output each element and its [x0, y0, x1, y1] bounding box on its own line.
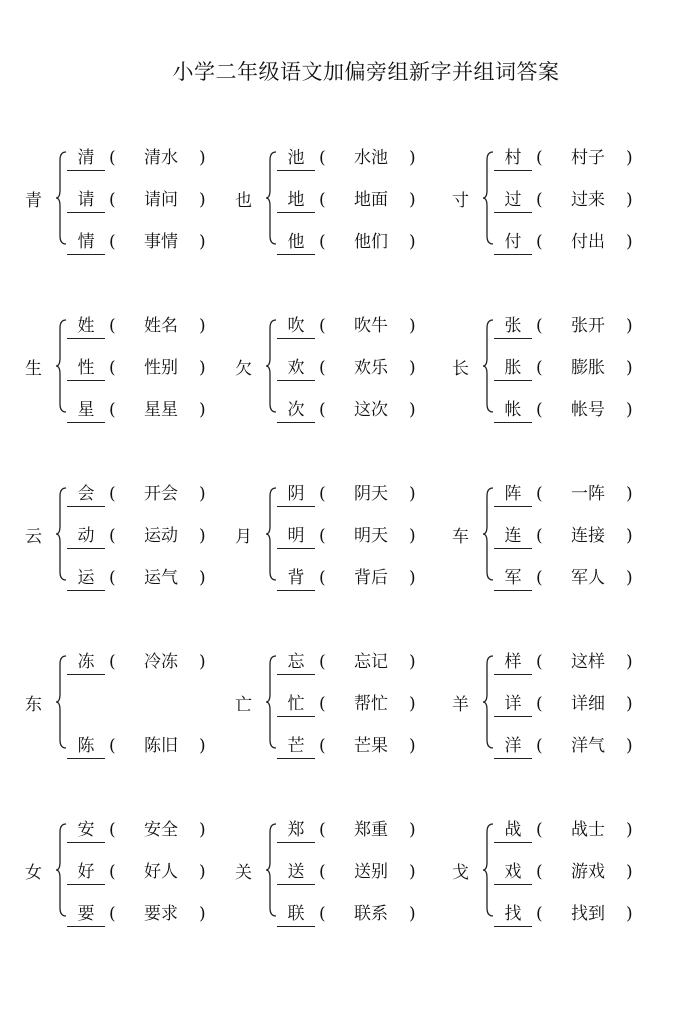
right-paren: ) — [409, 484, 416, 504]
compound-word: 连接 — [571, 526, 605, 546]
left-paren: ( — [536, 484, 543, 504]
right-paren: ) — [409, 568, 416, 588]
compound-word: 详细 — [571, 694, 605, 714]
word-row — [65, 188, 245, 212]
compound-word: 背后 — [354, 568, 388, 588]
word-row — [275, 146, 455, 170]
word-row — [275, 356, 455, 380]
radical-root: 青 — [25, 191, 42, 211]
word-row — [65, 398, 245, 422]
word-row — [492, 566, 672, 590]
new-character: 陈 — [67, 734, 105, 759]
right-paren: ) — [409, 316, 416, 336]
new-character: 冻 — [67, 650, 105, 675]
compound-word: 安全 — [144, 820, 178, 840]
radical-group — [25, 482, 245, 586]
left-paren: ( — [109, 232, 116, 252]
left-paren: ( — [536, 526, 543, 546]
word-row — [492, 650, 672, 674]
radical-group — [235, 314, 455, 418]
radical-group — [235, 650, 455, 754]
word-row — [492, 356, 672, 380]
word-row — [275, 860, 455, 884]
left-paren: ( — [109, 862, 116, 882]
left-paren: ( — [319, 358, 326, 378]
left-paren: ( — [319, 862, 326, 882]
compound-word: 好人 — [144, 862, 178, 882]
compound-word: 性别 — [144, 358, 178, 378]
compound-word: 冷冻 — [144, 652, 178, 672]
new-character: 送 — [277, 860, 315, 885]
radical-root: 也 — [235, 191, 252, 211]
word-row — [492, 188, 672, 212]
radical-root: 生 — [25, 359, 42, 379]
right-paren: ) — [626, 736, 633, 756]
radical-group — [452, 482, 672, 586]
new-character: 洋 — [494, 734, 532, 759]
new-character: 吹 — [277, 314, 315, 339]
radical-root: 东 — [25, 695, 42, 715]
word-row — [65, 230, 245, 254]
right-paren: ) — [199, 652, 206, 672]
right-paren: ) — [409, 736, 416, 756]
new-character: 军 — [494, 566, 532, 591]
compound-word: 请问 — [144, 190, 178, 210]
left-paren: ( — [536, 694, 543, 714]
word-row — [65, 734, 245, 758]
left-paren: ( — [319, 694, 326, 714]
new-character: 村 — [494, 146, 532, 171]
radical-group — [25, 818, 245, 922]
word-row — [492, 734, 672, 758]
page-title: 小学二年级语文加偏旁组新字并组词答案 — [172, 60, 560, 84]
compound-word: 芒果 — [354, 736, 388, 756]
left-paren: ( — [109, 358, 116, 378]
right-paren: ) — [409, 148, 416, 168]
right-paren: ) — [199, 526, 206, 546]
word-row — [492, 692, 672, 716]
left-paren: ( — [319, 148, 326, 168]
left-paren: ( — [109, 526, 116, 546]
word-row — [492, 314, 672, 338]
word-row — [492, 146, 672, 170]
word-row — [65, 314, 245, 338]
new-character: 样 — [494, 650, 532, 675]
compound-word: 过来 — [571, 190, 605, 210]
word-row — [492, 398, 672, 422]
compound-word: 付出 — [571, 232, 605, 252]
right-paren: ) — [626, 652, 633, 672]
right-paren: ) — [626, 148, 633, 168]
left-paren: ( — [536, 862, 543, 882]
right-paren: ) — [626, 526, 633, 546]
word-row — [65, 902, 245, 926]
left-paren: ( — [109, 820, 116, 840]
right-paren: ) — [199, 904, 206, 924]
compound-word: 吹牛 — [354, 316, 388, 336]
left-paren: ( — [536, 232, 543, 252]
left-paren: ( — [319, 736, 326, 756]
right-paren: ) — [626, 862, 633, 882]
word-row — [275, 692, 455, 716]
compound-word: 郑重 — [354, 820, 388, 840]
compound-word: 帐号 — [571, 400, 605, 420]
right-paren: ) — [626, 694, 633, 714]
new-character: 帐 — [494, 398, 532, 423]
word-row — [65, 860, 245, 884]
new-character: 阵 — [494, 482, 532, 507]
compound-word: 事情 — [144, 232, 178, 252]
radical-group — [235, 482, 455, 586]
left-paren: ( — [536, 316, 543, 336]
right-paren: ) — [626, 904, 633, 924]
compound-word: 送别 — [354, 862, 388, 882]
radical-group — [452, 146, 672, 250]
compound-word: 军人 — [571, 568, 605, 588]
word-row — [492, 860, 672, 884]
radical-group — [235, 146, 455, 250]
new-character: 芒 — [277, 734, 315, 759]
new-character: 池 — [277, 146, 315, 171]
new-character: 忘 — [277, 650, 315, 675]
left-paren: ( — [536, 904, 543, 924]
radical-root: 戈 — [452, 863, 469, 883]
new-character: 情 — [67, 230, 105, 255]
new-character: 姓 — [67, 314, 105, 339]
compound-word: 联系 — [354, 904, 388, 924]
new-character: 张 — [494, 314, 532, 339]
compound-word: 开会 — [144, 484, 178, 504]
new-character: 郑 — [277, 818, 315, 843]
word-row — [65, 650, 245, 674]
left-paren: ( — [319, 652, 326, 672]
new-character: 详 — [494, 692, 532, 717]
left-paren: ( — [109, 316, 116, 336]
new-character: 安 — [67, 818, 105, 843]
right-paren: ) — [409, 232, 416, 252]
radical-root: 长 — [452, 359, 469, 379]
radical-root: 云 — [25, 527, 42, 547]
new-character: 欢 — [277, 356, 315, 381]
right-paren: ) — [199, 148, 206, 168]
right-paren: ) — [409, 904, 416, 924]
compound-word: 清水 — [144, 148, 178, 168]
right-paren: ) — [409, 526, 416, 546]
new-character: 背 — [277, 566, 315, 591]
left-paren: ( — [319, 190, 326, 210]
new-character: 忙 — [277, 692, 315, 717]
compound-word: 找到 — [571, 904, 605, 924]
radical-root: 欠 — [235, 359, 252, 379]
right-paren: ) — [199, 484, 206, 504]
right-paren: ) — [199, 736, 206, 756]
compound-word: 忘记 — [354, 652, 388, 672]
new-character: 阴 — [277, 482, 315, 507]
left-paren: ( — [109, 568, 116, 588]
left-paren: ( — [319, 820, 326, 840]
new-character: 他 — [277, 230, 315, 255]
word-row — [275, 398, 455, 422]
radical-group — [452, 818, 672, 922]
left-paren: ( — [319, 526, 326, 546]
left-paren: ( — [319, 904, 326, 924]
right-paren: ) — [626, 484, 633, 504]
right-paren: ) — [409, 358, 416, 378]
new-character: 次 — [277, 398, 315, 423]
word-row — [275, 188, 455, 212]
right-paren: ) — [409, 652, 416, 672]
left-paren: ( — [319, 568, 326, 588]
right-paren: ) — [409, 694, 416, 714]
word-row — [65, 146, 245, 170]
radical-group — [25, 146, 245, 250]
left-paren: ( — [109, 904, 116, 924]
word-row — [275, 482, 455, 506]
right-paren: ) — [199, 820, 206, 840]
compound-word: 星星 — [144, 400, 178, 420]
word-row — [65, 482, 245, 506]
left-paren: ( — [536, 820, 543, 840]
left-paren: ( — [109, 190, 116, 210]
right-paren: ) — [626, 316, 633, 336]
word-row — [492, 902, 672, 926]
word-row — [275, 230, 455, 254]
compound-word: 游戏 — [571, 862, 605, 882]
word-row — [65, 818, 245, 842]
left-paren: ( — [536, 568, 543, 588]
word-row — [275, 734, 455, 758]
right-paren: ) — [199, 400, 206, 420]
left-paren: ( — [109, 148, 116, 168]
compound-word: 水池 — [354, 148, 388, 168]
word-row — [275, 902, 455, 926]
compound-word: 他们 — [354, 232, 388, 252]
new-character: 战 — [494, 818, 532, 843]
word-row — [275, 818, 455, 842]
word-row — [492, 230, 672, 254]
radical-root: 车 — [452, 527, 469, 547]
new-character: 连 — [494, 524, 532, 549]
compound-word: 运动 — [144, 526, 178, 546]
radical-group — [25, 650, 245, 754]
word-row — [492, 524, 672, 548]
compound-word: 陈旧 — [144, 736, 178, 756]
word-row — [492, 818, 672, 842]
left-paren: ( — [319, 400, 326, 420]
radical-group — [235, 818, 455, 922]
radical-group — [25, 314, 245, 418]
compound-word: 这样 — [571, 652, 605, 672]
right-paren: ) — [409, 400, 416, 420]
radical-root: 亡 — [235, 695, 252, 715]
right-paren: ) — [409, 820, 416, 840]
right-paren: ) — [199, 862, 206, 882]
new-character: 清 — [67, 146, 105, 171]
left-paren: ( — [536, 148, 543, 168]
compound-word: 明天 — [354, 526, 388, 546]
new-character: 运 — [67, 566, 105, 591]
right-paren: ) — [199, 190, 206, 210]
left-paren: ( — [109, 652, 116, 672]
compound-word: 运气 — [144, 568, 178, 588]
left-paren: ( — [536, 736, 543, 756]
right-paren: ) — [199, 568, 206, 588]
new-character: 过 — [494, 188, 532, 213]
radical-group — [452, 650, 672, 754]
word-row — [275, 314, 455, 338]
left-paren: ( — [536, 190, 543, 210]
right-paren: ) — [199, 358, 206, 378]
right-paren: ) — [626, 358, 633, 378]
compound-word: 阴天 — [354, 484, 388, 504]
word-row — [492, 482, 672, 506]
left-paren: ( — [109, 484, 116, 504]
compound-word: 这次 — [354, 400, 388, 420]
radical-root: 羊 — [452, 695, 469, 715]
compound-word: 张开 — [571, 316, 605, 336]
word-row — [65, 356, 245, 380]
new-character: 星 — [67, 398, 105, 423]
right-paren: ) — [626, 232, 633, 252]
left-paren: ( — [319, 484, 326, 504]
right-paren: ) — [199, 316, 206, 336]
compound-word: 一阵 — [571, 484, 605, 504]
right-paren: ) — [409, 862, 416, 882]
new-character: 好 — [67, 860, 105, 885]
radical-root: 月 — [235, 527, 252, 547]
new-character: 联 — [277, 902, 315, 927]
right-paren: ) — [626, 190, 633, 210]
right-paren: ) — [409, 190, 416, 210]
new-character: 明 — [277, 524, 315, 549]
left-paren: ( — [319, 316, 326, 336]
new-character: 找 — [494, 902, 532, 927]
compound-word: 欢乐 — [354, 358, 388, 378]
compound-word: 膨胀 — [571, 358, 605, 378]
left-paren: ( — [319, 232, 326, 252]
word-row — [275, 650, 455, 674]
new-character: 付 — [494, 230, 532, 255]
right-paren: ) — [626, 820, 633, 840]
radical-root: 寸 — [452, 191, 469, 211]
radical-root: 女 — [25, 863, 42, 883]
compound-word: 洋气 — [571, 736, 605, 756]
left-paren: ( — [109, 400, 116, 420]
new-character: 胀 — [494, 356, 532, 381]
radical-group — [452, 314, 672, 418]
left-paren: ( — [536, 400, 543, 420]
compound-word: 村子 — [571, 148, 605, 168]
right-paren: ) — [626, 568, 633, 588]
word-row — [275, 524, 455, 548]
compound-word: 帮忙 — [354, 694, 388, 714]
new-character: 戏 — [494, 860, 532, 885]
compound-word: 姓名 — [144, 316, 178, 336]
compound-word: 战士 — [571, 820, 605, 840]
new-character: 地 — [277, 188, 315, 213]
new-character: 动 — [67, 524, 105, 549]
new-character: 请 — [67, 188, 105, 213]
word-row — [65, 524, 245, 548]
new-character: 会 — [67, 482, 105, 507]
new-character: 要 — [67, 902, 105, 927]
right-paren: ) — [199, 232, 206, 252]
compound-word: 地面 — [354, 190, 388, 210]
left-paren: ( — [109, 736, 116, 756]
radical-root: 关 — [235, 863, 252, 883]
left-paren: ( — [536, 358, 543, 378]
right-paren: ) — [626, 400, 633, 420]
compound-word: 要求 — [144, 904, 178, 924]
left-paren: ( — [536, 652, 543, 672]
word-row — [65, 566, 245, 590]
word-row — [275, 566, 455, 590]
new-character: 性 — [67, 356, 105, 381]
